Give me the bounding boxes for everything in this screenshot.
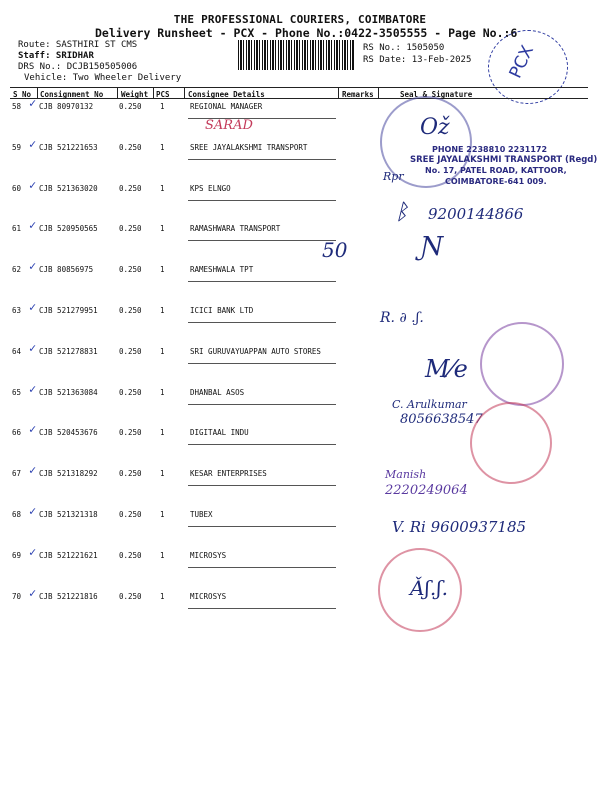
col-header-sno: S No — [13, 90, 32, 99]
check-mark-icon: ✓ — [29, 382, 37, 396]
row-pcs: 1 — [160, 184, 165, 193]
row-pcs: 1 — [160, 265, 165, 274]
runsheet-title: Delivery Runsheet - PCX - Phone No.:0422-3505555 - Page No.:6 — [95, 26, 518, 40]
pcx-stamp-text: PCX — [505, 42, 539, 82]
row-sno: 68 — [12, 510, 22, 519]
col-header-seal: Seal & Signature — [400, 90, 473, 99]
row59-stamp-line2: SREE JAYALAKSHMI TRANSPORT (Regd) — [410, 155, 598, 165]
consignee-underline — [188, 363, 336, 364]
rs-date: RS Date: 13-Feb-2025 — [363, 55, 472, 65]
rs-number: RS No.: 1505050 — [363, 43, 445, 53]
row-consignee: KESAR ENTERPRISES — [190, 469, 267, 478]
row63-signature: R. ∂ .ʃ. — [380, 310, 424, 326]
table-top-border — [10, 87, 588, 88]
barcode — [238, 40, 354, 70]
consignee-underline — [188, 485, 336, 486]
consignee-underline — [188, 240, 336, 241]
row59-stamp-line3: No. 17, PATEL ROAD, KATTOOR, — [425, 166, 567, 175]
row-consignee: DIGITAAL INDU — [190, 428, 249, 437]
check-mark-icon: ✓ — [29, 96, 37, 110]
company-name: THE PROFESSIONAL COURIERS, COIMBATORE — [173, 13, 427, 26]
check-mark-icon: ✓ — [29, 300, 37, 314]
col-divider — [338, 87, 339, 98]
check-mark-icon: ✓ — [29, 341, 37, 355]
row61-handwriting: 50 — [322, 238, 348, 262]
check-mark-icon: ✓ — [29, 504, 37, 518]
row59-stamp-line1: PHONE 2238810 2231172 — [432, 145, 548, 154]
row-consignee: DHANBAL ASOS — [190, 388, 245, 397]
col-header-weight: Weight — [121, 90, 149, 99]
row65-name: C. Arulkumar — [392, 398, 467, 411]
row64-seal — [480, 322, 564, 406]
row-sno: 63 — [12, 306, 22, 315]
row-weight: 0.250 — [119, 224, 142, 233]
row-sno: 59 — [12, 143, 22, 152]
row-weight: 0.250 — [119, 551, 142, 560]
row-sno: 58 — [12, 102, 22, 111]
row-weight: 0.250 — [119, 388, 142, 397]
row70-signature: Ǎʃ.ʃ. — [410, 576, 449, 600]
check-mark-icon: ✓ — [29, 259, 37, 273]
row-consignment-number: CJB 521363020 — [39, 184, 98, 193]
row59-stamp-line4: COIMBATORE-641 009. — [445, 177, 547, 186]
row58-handwriting: SARAD — [205, 118, 253, 133]
row-sno: 70 — [12, 592, 22, 601]
consignee-underline — [188, 200, 336, 201]
row61-signature: Ɲ — [420, 232, 443, 262]
consignee-underline — [188, 526, 336, 527]
vehicle-label: Vehicle: Two Wheeler Delivery — [24, 73, 182, 83]
row-consignment-number: CJB 521221816 — [39, 592, 98, 601]
row67-phone: 2220249064 — [385, 483, 468, 498]
route-label: Route: SASTHIRI ST CMS — [18, 40, 138, 50]
row-pcs: 1 — [160, 102, 165, 111]
row-weight: 0.250 — [119, 510, 142, 519]
row-consignee: RAMASHWARA TRANSPORT — [190, 224, 281, 233]
row-consignment-number: CJB 521279951 — [39, 306, 98, 315]
row-sno: 65 — [12, 388, 22, 397]
row-consignment-number: CJB 521318292 — [39, 469, 98, 478]
row-consignee: TUBEX — [190, 510, 213, 519]
row-weight: 0.250 — [119, 428, 142, 437]
row-weight: 0.250 — [119, 102, 142, 111]
col-header-remarks: Remarks — [342, 90, 374, 99]
row-pcs: 1 — [160, 347, 165, 356]
row60-signature: ᛒ — [395, 200, 409, 225]
row-consignee: MICROSYS — [190, 551, 227, 560]
row-pcs: 1 — [160, 469, 165, 478]
consignee-underline — [188, 404, 336, 405]
row66-seal — [470, 402, 552, 484]
consignee-underline — [188, 322, 336, 323]
row-pcs: 1 — [160, 592, 165, 601]
row-weight: 0.250 — [119, 143, 142, 152]
row-sno: 67 — [12, 469, 22, 478]
row67-name: Manish — [385, 468, 427, 481]
row59-signature: Rpr — [383, 170, 404, 183]
row-consignment-number: CJB 521221653 — [39, 143, 98, 152]
row-consignment-number: CJB 520950565 — [39, 224, 98, 233]
consignee-underline — [188, 159, 336, 160]
check-mark-icon: ✓ — [29, 137, 37, 151]
row-sno: 64 — [12, 347, 22, 356]
drs-number: DRS No.: DCJB150505006 — [18, 62, 138, 72]
row58-signature: Ož — [420, 115, 450, 140]
check-mark-icon: ✓ — [29, 422, 37, 436]
col-header-consignment: Consignment No — [40, 90, 104, 99]
check-mark-icon: ✓ — [29, 178, 37, 192]
consignee-underline — [188, 608, 336, 609]
check-mark-icon: ✓ — [29, 218, 37, 232]
col-divider — [37, 87, 38, 98]
row64-signature: M⁄e — [425, 355, 468, 383]
row-weight: 0.250 — [119, 265, 142, 274]
row-sno: 69 — [12, 551, 22, 560]
row68-handwriting: V. Ri 9600937185 — [392, 518, 527, 536]
row-weight: 0.250 — [119, 469, 142, 478]
row-consignee: MICROSYS — [190, 592, 227, 601]
row-consignee: KPS ELNGO — [190, 184, 231, 193]
col-header-pcs: PCS — [156, 90, 170, 99]
row-sno: 62 — [12, 265, 22, 274]
col-divider — [184, 87, 185, 98]
row-consignee: ICICI BANK LTD — [190, 306, 254, 315]
row-weight: 0.250 — [119, 347, 142, 356]
check-mark-icon: ✓ — [29, 586, 37, 600]
consignee-underline — [188, 281, 336, 282]
check-mark-icon: ✓ — [29, 463, 37, 477]
row-pcs: 1 — [160, 224, 165, 233]
row-pcs: 1 — [160, 428, 165, 437]
row-consignment-number: CJB 520453676 — [39, 428, 98, 437]
row-pcs: 1 — [160, 306, 165, 315]
row-weight: 0.250 — [119, 592, 142, 601]
row-sno: 66 — [12, 428, 22, 437]
row-sno: 61 — [12, 224, 22, 233]
row-consignment-number: CJB 521321318 — [39, 510, 98, 519]
row-consignment-number: CJB 521221621 — [39, 551, 98, 560]
row-sno: 60 — [12, 184, 22, 193]
col-divider — [378, 87, 379, 98]
consignee-underline — [188, 567, 336, 568]
row-weight: 0.250 — [119, 306, 142, 315]
staff-label: Staff: SRIDHAR — [18, 51, 94, 61]
row-consignment-number: CJB 521363084 — [39, 388, 98, 397]
col-header-consignee: Consignee Details — [188, 90, 265, 99]
row-consignment-number: CJB 521278831 — [39, 347, 98, 356]
row-pcs: 1 — [160, 143, 165, 152]
col-divider — [117, 87, 118, 98]
row-consignment-number: CJB 80970132 — [39, 102, 94, 111]
row-consignee: REGIONAL MANAGER — [190, 102, 263, 111]
row-consignee: RAMESHWALA TPT — [190, 265, 254, 274]
row-consignee: SREE JAYALAKSHMI TRANSPORT — [190, 143, 308, 152]
row-pcs: 1 — [160, 388, 165, 397]
check-mark-icon: ✓ — [29, 545, 37, 559]
row-consignee: SRI GURUVAYUAPPAN AUTO STORES — [190, 347, 321, 356]
consignee-underline — [188, 444, 336, 445]
col-divider — [153, 87, 154, 98]
row65-phone: 8056638547 — [400, 412, 483, 427]
row60-phone: 9200144866 — [428, 205, 524, 223]
row-pcs: 1 — [160, 551, 165, 560]
row-pcs: 1 — [160, 510, 165, 519]
row-weight: 0.250 — [119, 184, 142, 193]
row-consignment-number: CJB 80856975 — [39, 265, 94, 274]
